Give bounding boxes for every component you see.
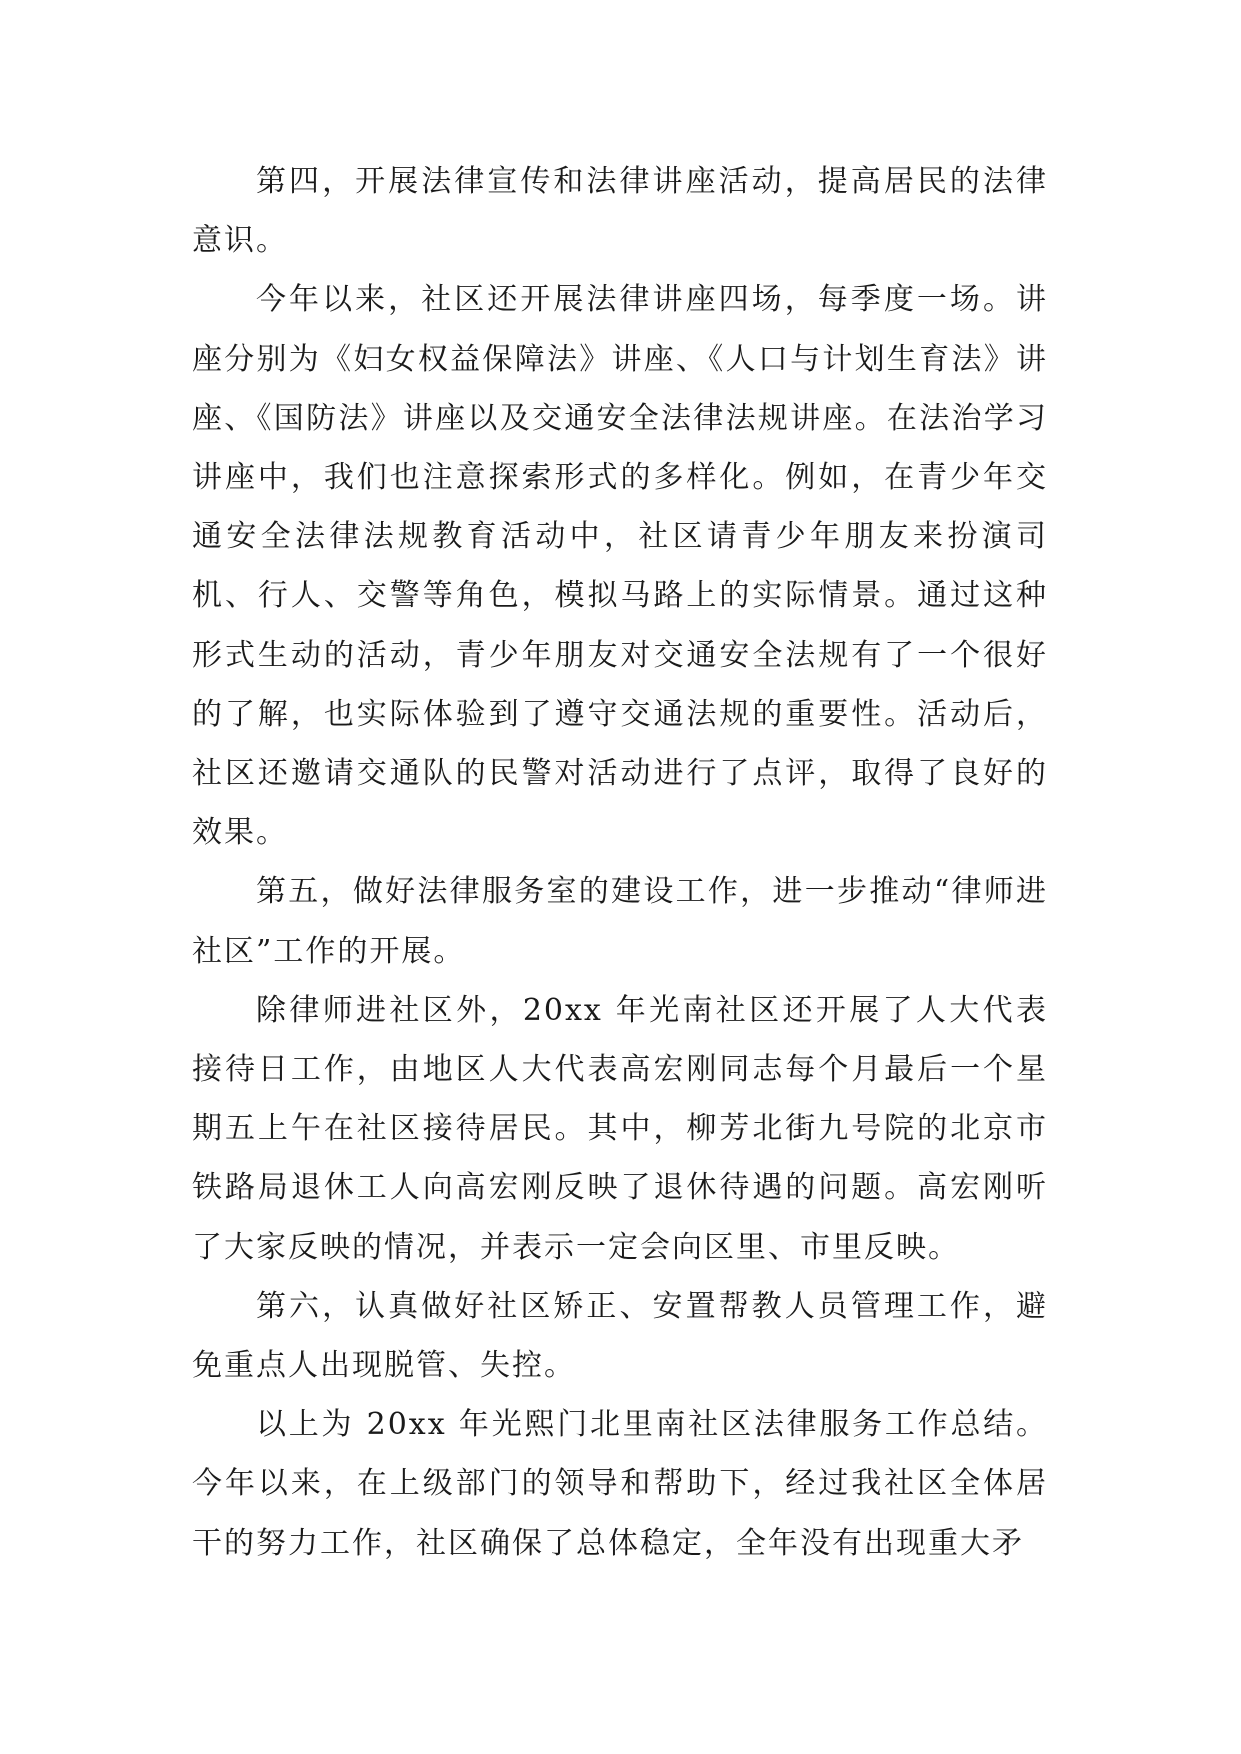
paragraph-summary: 以上为 20xx 年光熙门北里南社区法律服务工作总结。今年以来，在上级部门的领导和帮助下，经过我社区全体居干的努力工作，社区确保了总体稳定，全年没有出现重大矛 bbox=[192, 1407, 1048, 1561]
paragraph-section-six-heading: 第六，认真做好社区矫正、安置帮教人员管理工作，避免重点人出现脱管、失控。 bbox=[192, 1288, 1048, 1384]
document-body bbox=[192, 152, 1048, 1573]
paragraph-section-four-heading: 第四，开展法律宣传和法律讲座活动，提高居民的法律意识。 bbox=[192, 164, 1048, 259]
paragraph-section-five-heading: 第五，做好法律服务室的建设工作，进一步推动“律师进社区”工作的开展。 bbox=[192, 874, 1048, 969]
paragraph-legal-lectures: 今年以来，社区还开展法律讲座四场，每季度一场。讲座分别为《妇女权益保障法》讲座、《人口与计划生育法》讲座、《国防法》讲座以及交通安全法律法规讲座。在法治学习讲座中，我们也注意探索形式的多样化。例如，在青少年交通安全法律法规教育活动中，社区请青少年朋友来扮演司机、行人、交警等角色，模拟马路上的实际情景。通过这种形式生动的活动，青少年朋友对交通安全法规有了一个很好的了解，也实际体验到了遵守交通法规的重要性。活动后，社区还邀请交通队的民警对活动进行了点评，取得了良好的效果。 bbox=[192, 282, 1048, 851]
paragraph-representative-reception: 除律师进社区外，20xx 年光南社区还开展了人大代表接待日工作，由地区人大代表高宏刚同志每个月最后一个星期五上午在社区接待居民。其中，柳芳北街九号院的北京市铁路局退休工人向高宏刚反映了退休待遇的问题。高宏刚听了大家反映的情况，并表示一定会向区里、市里反映。 bbox=[192, 992, 1048, 1265]
